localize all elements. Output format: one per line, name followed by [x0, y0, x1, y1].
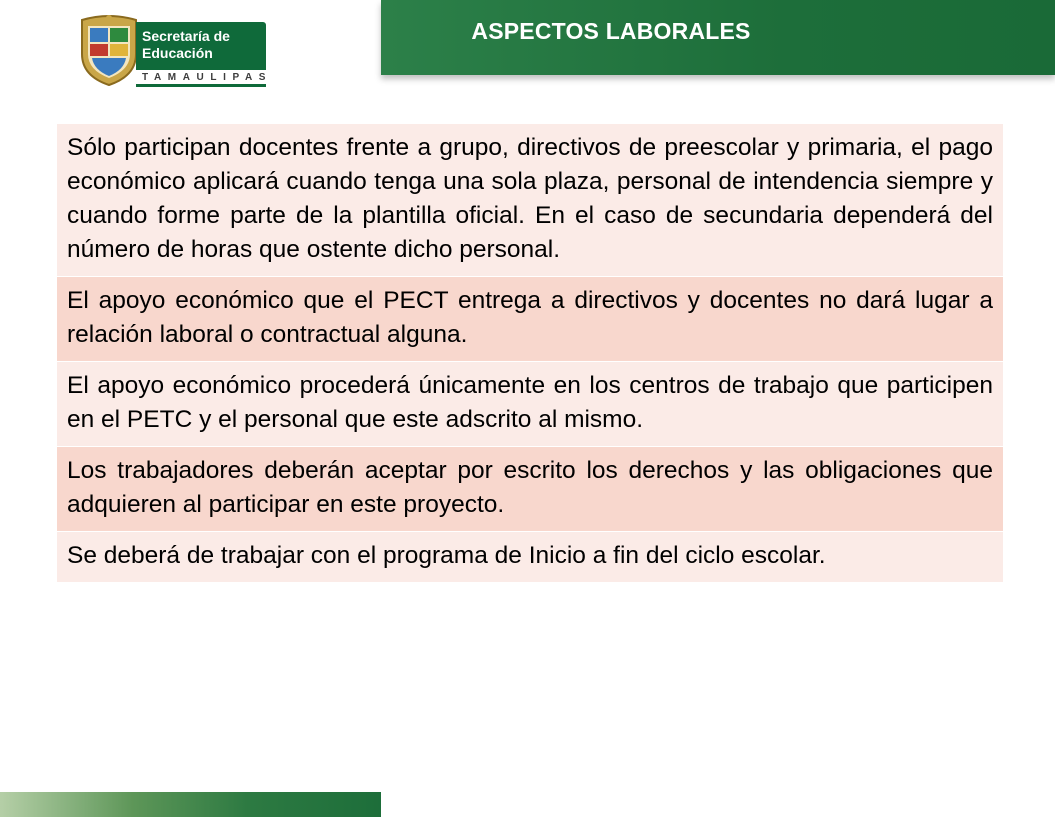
header-banner	[381, 0, 1055, 75]
logo-subtitle: TAMAULIPAS	[142, 72, 273, 83]
table-cell: El apoyo económico procederá únicamente en los centros de trabajo que participen en el PETC y el personal que este adscrito al mismo.	[57, 362, 1003, 447]
table-row	[57, 362, 1003, 447]
table-cell: El apoyo económico que el PECT entrega a directivos y docentes no dará lugar a relación laboral o contractual alguna.	[57, 277, 1003, 362]
logo-title-line2: Educación	[142, 45, 213, 61]
tamaulipas-coat-of-arms-icon	[78, 14, 140, 86]
page-title: ASPECTOS LABORALES	[471, 18, 751, 44]
table-row	[57, 532, 1003, 583]
table-cell: Se deberá de trabajar con el programa de Inicio a fin del ciclo escolar.	[57, 532, 1003, 583]
footer-bar	[0, 792, 381, 817]
table-cell: Sólo participan docentes frente a grupo, directivos de preescolar y primaria, el pago económico aplicará cuando tenga una sola plaza, personal de intendencia siempre y cuando forme parte de la plantilla oficial. En el caso de secundaria dependerá del número de horas que ostente dicho personal.	[57, 124, 1003, 277]
table-row	[57, 447, 1003, 532]
logo-title-line1: Secretaría de	[142, 28, 230, 44]
secretaria-educacion-logo	[78, 14, 273, 88]
table-row	[57, 277, 1003, 362]
logo-underline	[136, 84, 266, 87]
content-table	[57, 124, 1003, 583]
table-row	[57, 124, 1003, 277]
table-cell: Los trabajadores deberán aceptar por escrito los derechos y las obligaciones que adquieren al participar en este proyecto.	[57, 447, 1003, 532]
logo-banner	[136, 22, 266, 70]
